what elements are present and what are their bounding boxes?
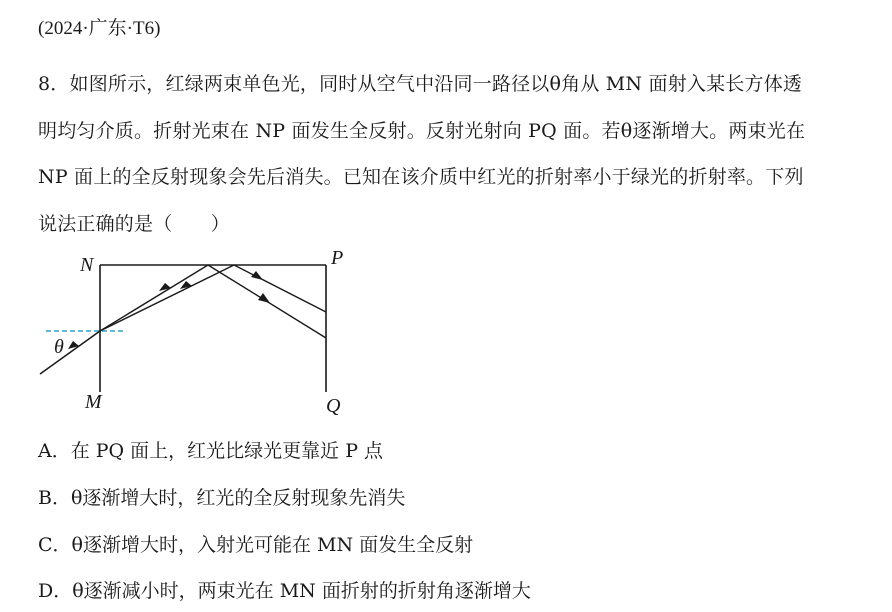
- label-m: M: [85, 391, 102, 413]
- optics-diagram: [30, 240, 360, 420]
- refracted-ray-1: [100, 265, 208, 331]
- reflected-arrow-2: [251, 271, 263, 280]
- question-line: NP 面上的全反射现象会先后消失。已知在该介质中红光的折射率小于绿光的折射率。下列: [38, 166, 804, 188]
- question-line: 明均匀介质。折射光束在 NP 面发生全反射。反射光射向 PQ 面。若θ逐渐增大。两束光在: [38, 119, 806, 142]
- label-theta: θ: [54, 336, 64, 358]
- label-n: N: [80, 254, 94, 276]
- reflected-arrow-1: [258, 293, 270, 303]
- question-line: 说法正确的是（ ）: [38, 212, 231, 235]
- refracted-ray-2: [100, 265, 234, 331]
- incident-ray: [40, 331, 100, 374]
- option-c[interactable]: C．θ逐渐增大时，入射光可能在 MN 面发生全反射: [38, 534, 474, 556]
- question-line: 8．如图所示，红绿两束单色光，同时从空气中沿同一路径以θ角从 MN 面射入某长方体透: [38, 73, 803, 95]
- option-a[interactable]: A．在 PQ 面上，红光比绿光更靠近 P 点: [38, 440, 384, 462]
- reflected-ray-2: [234, 265, 326, 312]
- option-b[interactable]: B．θ逐渐增大时，红光的全反射现象先消失: [38, 487, 406, 509]
- refracted-arrow-2: [180, 281, 192, 289]
- label-p: P: [331, 247, 344, 269]
- option-d[interactable]: D．θ逐渐减小时，两束光在 MN 面折射的折射角逐渐增大: [38, 580, 531, 602]
- source-tag: (2024·广东·T6): [38, 18, 161, 39]
- refracted-arrow-1: [159, 283, 171, 291]
- label-q: Q: [326, 395, 341, 417]
- question-stem: [38, 61, 874, 247]
